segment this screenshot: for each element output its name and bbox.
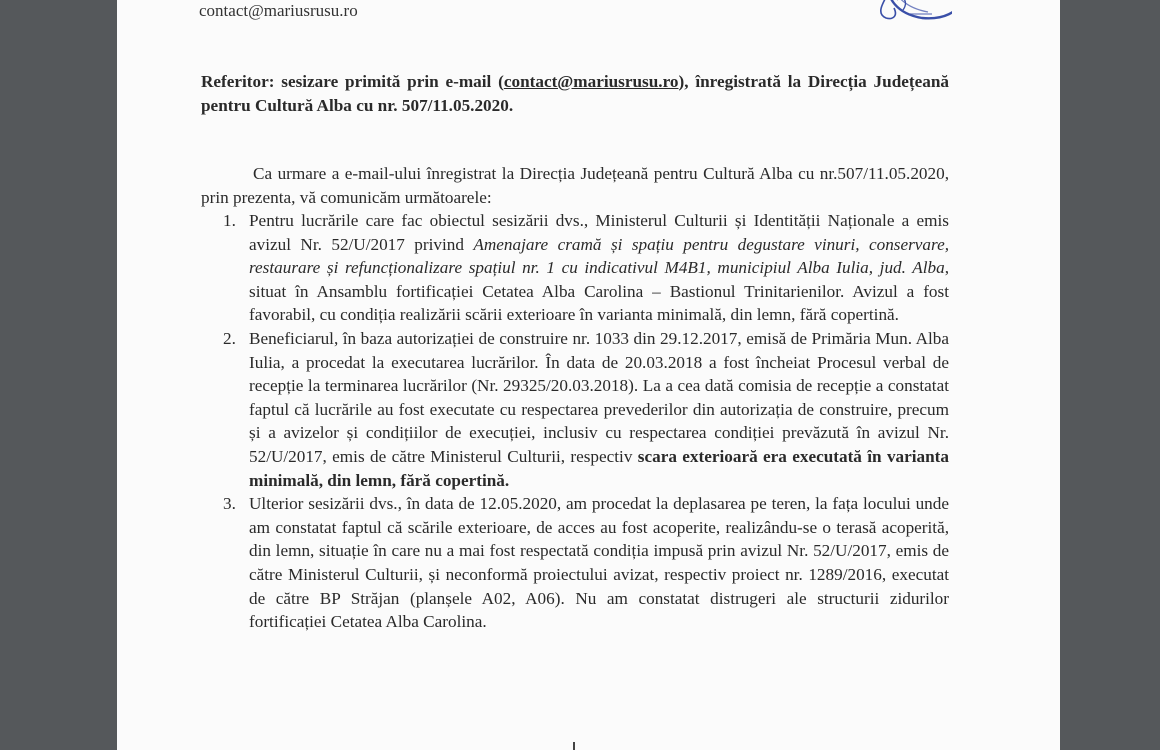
page-mark — [573, 742, 575, 750]
list-item-number: 3. — [223, 494, 236, 514]
list-item-bold-text: scara exterioară era executată în varianta minimală, din lemn, fără copertină. — [249, 446, 950, 490]
numbered-list — [223, 209, 949, 634]
seal-stamp-icon — [772, 0, 952, 22]
list-item-number: 2. — [223, 328, 236, 348]
subject-email-link[interactable]: contact@mariusrusu.ro — [503, 72, 679, 91]
list-item-text: Beneficiarul, în baza autorizației de construire nr. 1033 din 29.12.2017, emisă de Primăria Mun. Alba Iulia, a procedat la executarea lucrărilor. În data de 20.03.2018 a fost încheiat Procesul verbal de recepție la terminarea lucrărilor (Nr. 29325/20.03.2018). La a cea dată comisia de recepție a constatat faptul că lucrările au fost executate cu respectarea prevederilor din autorizația de construire, precum și a avizelor și condițiilor de execuției, inclusiv cu respectarea condiției prevăzută în avizul Nr. 52/U/2017, emis de către Ministerul Culturii, respectiv — [249, 328, 949, 466]
list-item-text: Ulterior sesizării dvs., în data de 12.05.2020, am procedat la deplasarea pe teren, la fața locului unde am constatat faptul că scările exterioare, de acces au fost acoperite, realizându-se o terasă acoperită, din lemn, situație în care nu a mai fost respectată condiția impusă prin avizul Nr. 52/U/2017, emis de către Ministerul Culturii, și neconformă proiectului avizat, respectiv proiect nr. 1289/2016, executat de către BP Străjan (planșele A02, A06). Nu am constatat distrugeri ale structurii zidurilor fortificației Cetatea Alba Carolina. — [249, 494, 949, 632]
subject-lead: Referitor: sesizare primită prin e-mail ( — [201, 72, 504, 91]
subject-tail: ), înregistrată la Direcția Județeană pentru Cultură Alba cu nr. 507/11.05.2020. — [201, 72, 949, 115]
subject-line — [201, 70, 949, 117]
list-item-italic-text: Amenajare cramă și spațiu pentru degustare vinuri, conservare, restaurare și refuncționalizare spațiul nr. 1 cu indicativul M4B1, municipiul Alba Iulia, jud. Alba — [249, 234, 949, 278]
list-item-text-continued: , situat în Ansamblu fortificației Cetatea Alba Carolina – Bastionul Trinitarienilor. Avizul a fost favorabil, cu condiția realizării scării exterioare în varianta minimală, din lemn, fără copertină. — [249, 258, 949, 325]
intro-text: Ca urmare a e-mail-ului înregistrat la Direcția Județeană pentru Cultură Alba cu nr.507/11.05.2020, prin prezenta, vă comunicăm următoarele: — [201, 164, 949, 207]
intro-paragraph — [201, 162, 949, 209]
list-item — [223, 209, 949, 327]
header-email: contact@mariusrusu.ro — [199, 1, 358, 20]
list-item-text: Pentru lucrările care fac obiectul sesizării dvs., Ministerul Culturii și Identității Naționale a emis avizul Nr. 52/U/2017 privind — [249, 211, 949, 254]
list-item — [223, 327, 949, 492]
document-page — [117, 0, 1060, 750]
list-item-number: 1. — [223, 211, 236, 230]
list-item — [223, 492, 949, 634]
